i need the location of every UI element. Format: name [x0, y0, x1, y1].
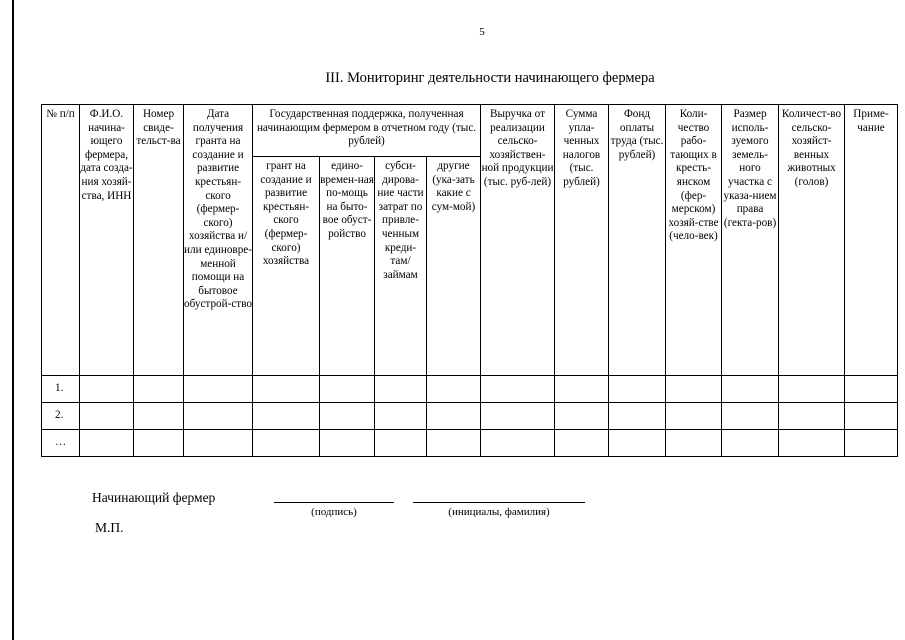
table-cell[interactable] — [722, 403, 779, 430]
table-cell[interactable] — [253, 430, 320, 457]
table-cell[interactable] — [555, 430, 609, 457]
header-taxes: Сумма упла-ченных налогов (тыс. рублей) — [555, 105, 609, 376]
header-support-subsidy: субси-дирова-ние части затрат по привле-ченным креди-там/ займам — [375, 157, 427, 376]
table-cell[interactable] — [375, 430, 427, 457]
table-cell[interactable] — [779, 430, 845, 457]
row-number: 1. — [42, 376, 80, 403]
header-state-support: Государственная поддержка, полученная начинающим фермером в отчетном году (тыс. рублей) — [253, 105, 481, 157]
page-number: 5 — [479, 26, 485, 38]
header-payroll: Фонд оплаты труда (тыс. рублей) — [609, 105, 666, 376]
table-row — [42, 430, 898, 457]
table-cell[interactable] — [134, 376, 184, 403]
table-cell[interactable] — [427, 430, 481, 457]
header-land: Размер исполь-зуемого земель-ного участка с указа-нием права (гекта-ров) — [722, 105, 779, 376]
table-cell[interactable] — [555, 403, 609, 430]
table-cell[interactable] — [184, 403, 253, 430]
table-cell[interactable] — [375, 376, 427, 403]
header-employees: Коли-чество рабо-тающих в кресть-янском (фер-мерском) хозяй-стве (чело-век) — [666, 105, 722, 376]
table-cell[interactable] — [555, 376, 609, 403]
header-fio: Ф.И.О. начина-ющего фермера, дата созда-ния хозяй-ства, ИНН — [80, 105, 134, 376]
stamp-label: М.П. — [95, 520, 124, 535]
table-cell[interactable] — [375, 403, 427, 430]
table-cell[interactable] — [845, 376, 898, 403]
monitoring-table — [41, 104, 898, 457]
row-number: … — [42, 430, 80, 457]
table-cell[interactable] — [666, 430, 722, 457]
name-caption: (инициалы, фамилия) — [448, 506, 550, 518]
table-cell[interactable] — [845, 430, 898, 457]
section-title: III. Мониторинг деятельности начинающего фермера — [325, 70, 655, 86]
page-left-border — [12, 0, 14, 640]
table-cell[interactable] — [666, 403, 722, 430]
header-note: Приме-чание — [845, 105, 898, 376]
table-cell[interactable] — [609, 376, 666, 403]
header-certificate: Номер свиде-тельст-ва — [134, 105, 184, 376]
header-support-other: другие (ука-зать какие с сум-мой) — [427, 157, 481, 376]
table-cell[interactable] — [184, 430, 253, 457]
header-support-grant: грант на создание и развитие крестьян-ского (фермер-ского) хозяйства — [253, 157, 320, 376]
table-cell[interactable] — [80, 403, 134, 430]
row-number: 2. — [42, 403, 80, 430]
table-cell[interactable] — [481, 403, 555, 430]
table-row — [42, 376, 898, 403]
table-cell[interactable] — [80, 430, 134, 457]
header-revenue: Выручка от реализации сельско-хозяйствен-ной продукции (тыс. руб-лей) — [481, 105, 555, 376]
signature-caption: (подпись) — [311, 506, 357, 518]
table-cell[interactable] — [320, 376, 375, 403]
header-livestock: Количест-во сельско-хозяйст-венных животных (голов) — [779, 105, 845, 376]
table-cell[interactable] — [666, 376, 722, 403]
table-cell[interactable] — [427, 376, 481, 403]
table-row — [42, 403, 898, 430]
table-cell[interactable] — [609, 403, 666, 430]
table-cell[interactable] — [320, 430, 375, 457]
table-cell[interactable] — [134, 430, 184, 457]
signature-label: Начинающий фермер — [92, 490, 216, 505]
header-support-onetime: едино-времен-ная по-мощь на быто-вое обуст-ройство — [320, 157, 375, 376]
table-cell[interactable] — [184, 376, 253, 403]
table-cell[interactable] — [779, 403, 845, 430]
signature-line[interactable] — [274, 502, 394, 503]
table-cell[interactable] — [722, 430, 779, 457]
name-line[interactable] — [413, 502, 585, 503]
table-cell[interactable] — [320, 403, 375, 430]
table-cell[interactable] — [253, 403, 320, 430]
table-cell[interactable] — [427, 403, 481, 430]
header-grant-date: Дата получения гранта на создание и развитие крестьян-ского (фермер-ского) хозяйства и/или единовре-менной помощи на бытовое обустрой-ство — [184, 105, 253, 376]
table-cell[interactable] — [134, 403, 184, 430]
table-cell[interactable] — [253, 376, 320, 403]
table-cell[interactable] — [80, 376, 134, 403]
table-cell[interactable] — [481, 376, 555, 403]
header-num: № п/п — [42, 105, 80, 376]
table-cell[interactable] — [722, 376, 779, 403]
table-cell[interactable] — [845, 403, 898, 430]
table-cell[interactable] — [779, 376, 845, 403]
table-cell[interactable] — [609, 430, 666, 457]
table-cell[interactable] — [481, 430, 555, 457]
